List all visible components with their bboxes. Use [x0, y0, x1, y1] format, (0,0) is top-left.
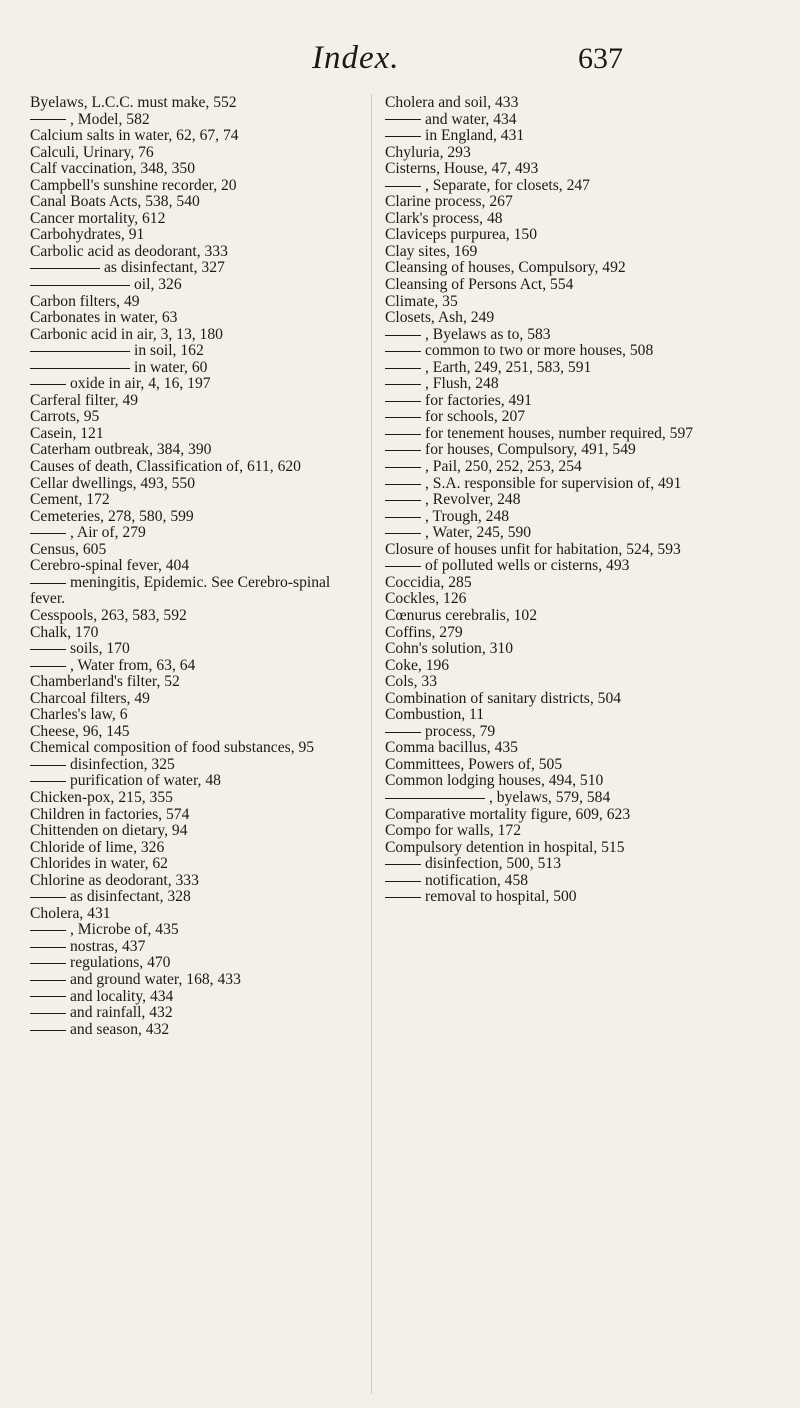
index-entry [30, 939, 348, 956]
index-entry-text: Compo for walls, 172 [385, 822, 522, 840]
index-entry-text: Cancer mortality, 612 [30, 209, 166, 227]
ditto-dash [30, 781, 66, 782]
ditto-dash [385, 566, 421, 567]
index-entry-text: removal to hospital, 500 [425, 888, 577, 906]
index-entry-text: , Microbe of, 435 [70, 921, 179, 939]
index-entry [30, 1005, 348, 1022]
ditto-dash [385, 417, 421, 418]
page-header [0, 34, 800, 84]
index-entry [30, 989, 348, 1006]
index-entry-text: nostras, 437 [70, 937, 146, 955]
index-entry [385, 161, 753, 178]
ditto-dash [385, 186, 421, 187]
index-entry [30, 790, 348, 807]
index-entry [30, 327, 348, 344]
index-entry-text: Cholera and soil, 433 [385, 94, 519, 111]
index-entry [385, 178, 753, 195]
index-entry [385, 724, 753, 741]
index-entry [30, 840, 348, 857]
index-entry-text: , Water from, 63, 64 [70, 656, 196, 674]
index-entry [385, 757, 753, 774]
index-entry-text: , Model, 582 [70, 110, 150, 128]
index-entry [385, 112, 753, 129]
ditto-dash [385, 897, 421, 898]
index-entry-text: Chittenden on dietary, 94 [30, 822, 188, 840]
index-entry [385, 227, 753, 244]
index-entry [385, 641, 753, 658]
index-entry [30, 1022, 348, 1039]
ditto-dash [385, 434, 421, 435]
index-entry-text: Chlorides in water, 62 [30, 855, 168, 873]
ditto-dash [30, 351, 130, 352]
index-entry [30, 426, 348, 443]
index-entry [30, 343, 348, 360]
column-divider [371, 94, 372, 1394]
index-entry [385, 823, 753, 840]
index-entry [30, 558, 348, 575]
index-entry-text: for schools, 207 [425, 408, 526, 426]
index-column-right [385, 95, 753, 906]
index-entry-text: Calculi, Urinary, 76 [30, 143, 154, 161]
index-entry [385, 807, 753, 824]
index-entry-text: notification, 458 [425, 871, 529, 889]
index-entry-text: , Pail, 250, 252, 253, 254 [425, 458, 582, 476]
index-entry-text: Cœnurus cerebralis, 102 [385, 606, 538, 624]
index-entry [30, 542, 348, 559]
index-entry [385, 310, 753, 327]
index-entry-text: Cement, 172 [30, 491, 110, 509]
index-entry [30, 724, 348, 741]
index-entry [385, 260, 753, 277]
index-entry-text: and locality, 434 [70, 987, 174, 1005]
index-entry [385, 740, 753, 757]
index-entry-text: Casein, 121 [30, 424, 104, 442]
ditto-dash [30, 1030, 66, 1031]
index-entry [30, 277, 348, 294]
ditto-dash [385, 864, 421, 865]
index-entry-text: purification of water, 48 [70, 772, 221, 790]
ditto-dash [30, 897, 66, 898]
index-column-left [30, 95, 348, 1038]
page-number: 637 [578, 42, 623, 75]
ditto-dash [30, 533, 66, 534]
index-entry-text: disinfection, 500, 513 [425, 855, 561, 873]
ditto-dash [30, 268, 100, 269]
ditto-dash [30, 583, 66, 584]
index-entry [30, 625, 348, 642]
index-entry-text: Carbonic acid in air, 3, 13, 180 [30, 325, 223, 343]
index-entry-text: Clark's process, 48 [385, 209, 503, 227]
index-entry-text: and water, 434 [425, 110, 517, 128]
index-entry [30, 740, 348, 757]
index-entry [30, 658, 348, 675]
index-entry-text: , Air of, 279 [70, 524, 146, 542]
index-entry [30, 112, 348, 129]
index-entry [385, 145, 753, 162]
ditto-dash [385, 732, 421, 733]
index-entry [30, 409, 348, 426]
index-entry [30, 492, 348, 509]
ditto-dash [385, 384, 421, 385]
index-entry [385, 442, 753, 459]
ditto-dash [385, 517, 421, 518]
index-entry [30, 525, 348, 542]
index-entry [385, 343, 753, 360]
ditto-dash [385, 533, 421, 534]
index-entry-text: Common lodging houses, 494, 510 [385, 772, 604, 790]
ditto-dash [30, 996, 66, 997]
index-entry-text: Chloride of lime, 326 [30, 838, 165, 856]
index-entry-text: Byelaws, L.C.C. must make, 552 [30, 94, 237, 111]
ditto-dash [30, 947, 66, 948]
index-entry-text: Coke, 196 [385, 656, 450, 674]
index-entry-text: common to two or more houses, 508 [425, 342, 654, 360]
index-entry-text: Charcoal filters, 49 [30, 689, 150, 707]
index-entry [385, 327, 753, 344]
index-entry-text: oxide in air, 4, 16, 197 [70, 375, 211, 393]
index-entry [30, 128, 348, 145]
index-entry-text: Carbohydrates, 91 [30, 226, 145, 244]
index-entry-text: Clarine process, 267 [385, 193, 513, 211]
index-entry-text: , Earth, 249, 251, 583, 591 [425, 358, 592, 376]
index-entry-text: Canal Boats Acts, 538, 540 [30, 193, 200, 211]
ditto-dash [30, 930, 66, 931]
index-entry [30, 145, 348, 162]
index-entry [30, 260, 348, 277]
index-entry-text: for houses, Compulsory, 491, 549 [425, 441, 636, 459]
ditto-dash [385, 798, 485, 799]
index-entry [385, 790, 753, 807]
index-entry [30, 773, 348, 790]
index-entry-text: Calcium salts in water, 62, 67, 74 [30, 127, 239, 145]
index-entry-text: and rainfall, 432 [70, 1004, 173, 1022]
ditto-dash [30, 765, 66, 766]
index-entry [30, 442, 348, 459]
index-entry-text: , Flush, 248 [425, 375, 499, 393]
index-entry-text: Cockles, 126 [385, 590, 467, 608]
index-entry [385, 542, 753, 559]
index-entry [30, 211, 348, 228]
index-entry-text: Children in factories, 574 [30, 805, 190, 823]
index-entry [30, 376, 348, 393]
index-entry-text: Census, 605 [30, 540, 107, 558]
ditto-dash [30, 285, 130, 286]
index-entry [30, 575, 348, 608]
index-entry [30, 757, 348, 774]
ditto-dash [385, 484, 421, 485]
index-entry [385, 409, 753, 426]
index-entry [30, 707, 348, 724]
index-entry-text: meningitis, Epidemic. See Cerebro-spinal fever. [30, 573, 331, 608]
index-entry [385, 294, 753, 311]
index-entry-text: , Water, 245, 590 [425, 524, 532, 542]
ditto-dash [30, 368, 130, 369]
index-entry [30, 294, 348, 311]
index-entry-text: Carferal filter, 49 [30, 391, 139, 409]
index-entry-text: , byelaws, 579, 584 [489, 788, 611, 806]
index-entry-text: Comma bacillus, 435 [385, 739, 518, 757]
index-entry-text: Chamberland's filter, 52 [30, 673, 180, 691]
index-entry [30, 608, 348, 625]
index-entry-text: Committees, Powers of, 505 [385, 755, 563, 773]
index-entry-text: , Trough, 248 [425, 507, 510, 525]
index-entry-text: Closets, Ash, 249 [385, 309, 495, 327]
index-entry [385, 873, 753, 890]
index-entry-text: , Revolver, 248 [425, 491, 521, 509]
index-entry-text: Claviceps purpurea, 150 [385, 226, 537, 244]
index-entry-text: oil, 326 [134, 276, 182, 294]
index-entry-text: as disinfectant, 328 [70, 888, 191, 906]
index-entry-text: process, 79 [425, 722, 496, 740]
index-entry [385, 376, 753, 393]
index-entry [385, 558, 753, 575]
index-entry-text: regulations, 470 [70, 954, 171, 972]
index-entry-text: Cisterns, House, 47, 493 [385, 160, 539, 178]
index-entry [385, 575, 753, 592]
index-entry [385, 95, 753, 112]
index-entry [30, 161, 348, 178]
index-entry-text: Cerebro-spinal fever, 404 [30, 557, 190, 575]
index-entry-text: disinfection, 325 [70, 755, 175, 773]
ditto-dash [30, 1013, 66, 1014]
index-entry [30, 194, 348, 211]
ditto-dash [385, 368, 421, 369]
index-entry-text: , S.A. responsible for supervision of, 491 [425, 474, 682, 492]
index-entry-text: Compulsory detention in hospital, 515 [385, 838, 625, 856]
index-entry [30, 360, 348, 377]
ditto-dash [30, 649, 66, 650]
index-entry-text: in soil, 162 [134, 342, 204, 360]
ditto-dash [385, 335, 421, 336]
index-entry-text: Cellar dwellings, 493, 550 [30, 474, 196, 492]
index-entry-text: Cholera, 431 [30, 904, 111, 922]
index-entry-text: and season, 432 [70, 1020, 170, 1038]
index-entry [30, 641, 348, 658]
index-entry [385, 244, 753, 261]
index-entry-text: Cemeteries, 278, 580, 599 [30, 507, 194, 525]
index-entry-text: Carrots, 95 [30, 408, 100, 426]
index-entry [385, 658, 753, 675]
index-entry [30, 95, 348, 112]
running-title: Index. [312, 40, 400, 76]
index-entry [30, 873, 348, 890]
index-entry-text: Cleansing of Persons Act, 554 [385, 276, 574, 294]
index-entry-text: Calf vaccination, 348, 350 [30, 160, 195, 178]
index-entry [30, 856, 348, 873]
index-entry [30, 476, 348, 493]
ditto-dash [385, 351, 421, 352]
ditto-dash [30, 384, 66, 385]
ditto-dash [385, 401, 421, 402]
index-entry [385, 691, 753, 708]
ditto-dash [385, 450, 421, 451]
index-entry [385, 277, 753, 294]
ditto-dash [30, 666, 66, 667]
index-entry-text: , Byelaws as to, 583 [425, 325, 551, 343]
index-entry-text: Carbolic acid as deodorant, 333 [30, 242, 228, 260]
index-entry [385, 360, 753, 377]
index-entry-text: Chalk, 170 [30, 623, 99, 641]
index-entry-text: Cleansing of houses, Compulsory, 492 [385, 259, 626, 277]
index-entry [385, 128, 753, 145]
index-entry-text: for tenement houses, number required, 597 [425, 424, 694, 442]
index-entry-text: Combustion, 11 [385, 706, 485, 724]
index-entry [30, 178, 348, 195]
index-entry-text: Comparative mortality figure, 609, 623 [385, 805, 631, 823]
index-entry-text: Clay sites, 169 [385, 242, 478, 260]
index-entry-text: Causes of death, Classification of, 611, 620 [30, 458, 301, 476]
ditto-dash [30, 980, 66, 981]
index-entry-text: Combination of sanitary districts, 504 [385, 689, 622, 707]
index-entry-text: soils, 170 [70, 640, 130, 658]
index-entry [30, 955, 348, 972]
index-entry [385, 492, 753, 509]
index-entry [30, 393, 348, 410]
index-entry-text: in water, 60 [134, 358, 208, 376]
ditto-dash [385, 136, 421, 137]
index-entry [385, 393, 753, 410]
index-entry [385, 591, 753, 608]
index-entry-text: Cols, 33 [385, 673, 437, 691]
index-entry [30, 906, 348, 923]
index-entry-text: Cesspools, 263, 583, 592 [30, 606, 187, 624]
index-entry-text: Campbell's sunshine recorder, 20 [30, 176, 237, 194]
index-entry-text: Chyluria, 293 [385, 143, 471, 161]
index-entry-text: Coccidia, 285 [385, 573, 472, 591]
index-entry-text: Cohn's solution, 310 [385, 640, 514, 658]
index-entry [30, 807, 348, 824]
index-entry [30, 310, 348, 327]
index-entry [30, 691, 348, 708]
index-entry-text: Chicken-pox, 215, 355 [30, 788, 173, 806]
index-entry [30, 972, 348, 989]
index-entry-text: Cheese, 96, 145 [30, 722, 130, 740]
index-entry-text: Caterham outbreak, 384, 390 [30, 441, 212, 459]
index-entry [30, 244, 348, 261]
index-entry [30, 227, 348, 244]
index-entry [385, 773, 753, 790]
index-entry [385, 459, 753, 476]
index-entry [385, 476, 753, 493]
index-entry [30, 823, 348, 840]
index-entry [385, 194, 753, 211]
index-entry-text: Chemical composition of food substances, 95 [30, 739, 315, 757]
index-entry [385, 889, 753, 906]
index-entry [385, 426, 753, 443]
index-entry-text: Coffins, 279 [385, 623, 463, 641]
index-entry [385, 840, 753, 857]
index-entry [385, 525, 753, 542]
index-entry-text: Climate, 35 [385, 292, 458, 310]
index-entry-text: Closure of houses unfit for habitation, 524, 593 [385, 540, 681, 558]
index-entry [385, 608, 753, 625]
index-entry [30, 922, 348, 939]
index-entry-text: for factories, 491 [425, 391, 532, 409]
ditto-dash [30, 119, 66, 120]
index-entry-text: Carbonates in water, 63 [30, 309, 178, 327]
index-entry [30, 889, 348, 906]
index-entry-text: Chlorine as deodorant, 333 [30, 871, 199, 889]
ditto-dash [30, 963, 66, 964]
index-entry-text: and ground water, 168, 433 [70, 970, 241, 988]
ditto-dash [385, 119, 421, 120]
index-entry-text: , Separate, for closets, 247 [425, 176, 590, 194]
index-entry-text: Carbon filters, 49 [30, 292, 140, 310]
index-entry [30, 674, 348, 691]
index-entry-text: in England, 431 [425, 127, 525, 145]
index-entry-text: as disinfectant, 327 [104, 259, 225, 277]
ditto-dash [385, 881, 421, 882]
ditto-dash [385, 467, 421, 468]
index-entry [385, 211, 753, 228]
index-entry-text: of polluted wells or cisterns, 493 [425, 557, 630, 575]
index-entry [385, 625, 753, 642]
index-entry [30, 459, 348, 476]
index-entry-text: Charles's law, 6 [30, 706, 128, 724]
ditto-dash [385, 500, 421, 501]
index-entry [385, 707, 753, 724]
index-entry [30, 509, 348, 526]
index-entry [385, 856, 753, 873]
index-entry [385, 674, 753, 691]
index-entry [385, 509, 753, 526]
